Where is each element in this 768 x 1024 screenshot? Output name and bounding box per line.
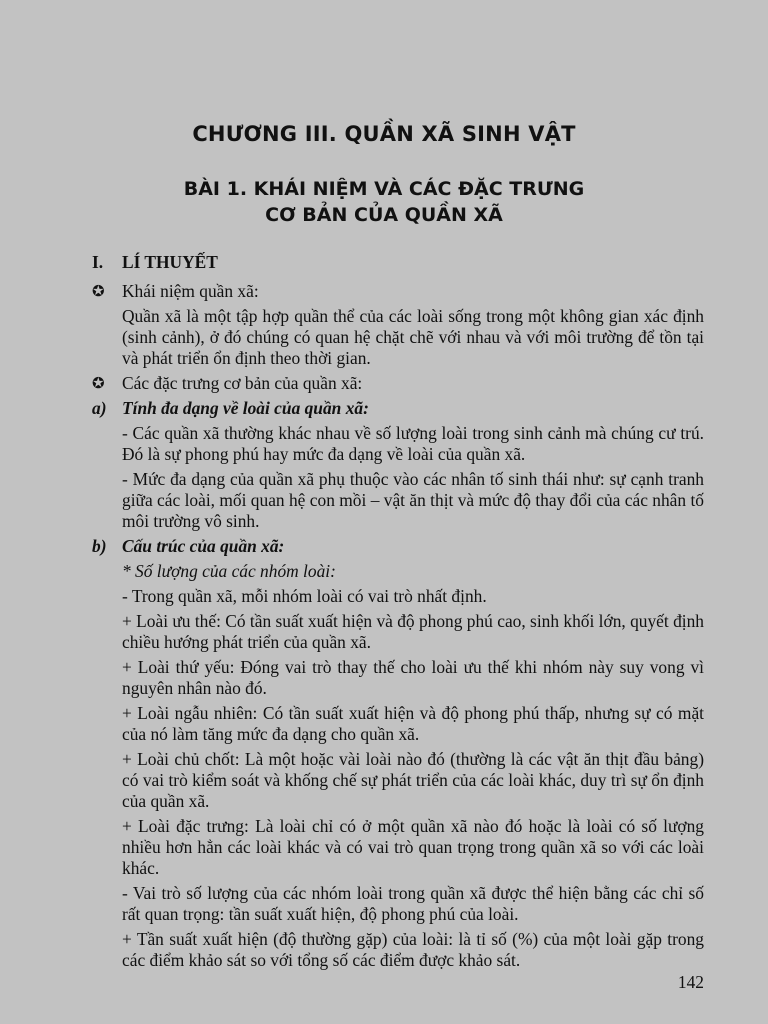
paragraph-a1: - Các quần xã thường khác nhau về số lượng loài trong sinh cảnh mà chúng cư trú. Đó là sự phong phú hay mức đa dạng về loài của quần xã. (122, 423, 704, 464)
subsection-a-heading (92, 398, 704, 419)
paragraph-b5: + Loài chủ chốt: Là một hoặc vài loài nào đó (thường là các vật ăn thịt đầu bảng) có vai trò kiểm soát và khống chế sự phát triển của các loài khác, duy trì sự ổn định của quần xã. (122, 749, 704, 811)
lesson-title-line-1: BÀI 1. KHÁI NIỆM VÀ CÁC ĐẶC TRƯNG (183, 178, 585, 200)
paragraph-b4: + Loài ngẫu nhiên: Có tần suất xuất hiện và độ phong phú thấp, nhưng sự có mặt của nó làm tăng mức đa dạng cho quần xã. (122, 703, 704, 744)
page-number: 142 (677, 972, 704, 992)
star-bullet-icon: ✪ (92, 374, 105, 392)
subsection-a-title: Tính đa dạng về loài của quần xã: (122, 398, 369, 418)
paragraph-b8: + Tần suất xuất hiện (độ thường gặp) của loài: là tỉ số (%) của một loài gặp trong các điểm khảo sát so với tổng số các điểm được khảo sát. (122, 929, 704, 970)
features-heading: Các đặc trưng cơ bản của quần xã: (122, 373, 363, 393)
b-subheading: * Số lượng của các nhóm loài: (122, 561, 336, 581)
star-bullet-icon: ✪ (92, 282, 105, 300)
paragraph-b6: + Loài đặc trưng: Là loài chỉ có ở một quần xã nào đó hoặc là loài có số lượng nhiều hơn hẳn các loài khác và có vai trò quan trọng trong quần xã so với các loài khác. (122, 816, 704, 878)
section-title: LÍ THUYẾT (122, 252, 218, 272)
subsection-a-marker: a) (92, 398, 107, 418)
subsection-b-heading (92, 536, 704, 557)
chapter-title: CHƯƠNG III. QUẦN XÃ SINH VẬT (192, 122, 576, 146)
concept-heading: Khái niệm quần xã: (122, 281, 259, 301)
paragraph-a2: - Mức đa dạng của quần xã phụ thuộc vào các nhân tố sinh thái như: sự cạnh tranh giữa các loài, mối quan hệ con mồi – vật ăn thịt và mức độ thay đổi của các nhân tố môi trường vô sinh. (122, 469, 704, 531)
lesson-title-line-2: CƠ BẢN CỦA QUẦN XÃ (265, 204, 503, 226)
lesson-title (0, 176, 768, 228)
bullet-features (92, 373, 704, 394)
bullet-concept (92, 281, 704, 302)
content-body (92, 252, 704, 975)
subsection-b-title: Cấu trúc của quần xã: (122, 536, 285, 556)
concept-paragraph: Quần xã là một tập hợp quần thể của các loài sống trong một không gian xác định (sinh cảnh), ở đó chúng có quan hệ chặt chẽ với nhau và với môi trường để tồn tại và phát triển ổn định theo thời gian. (122, 306, 704, 368)
paragraph-b2: + Loài ưu thế: Có tần suất xuất hiện và độ phong phú cao, sinh khối lớn, quyết định chiều hướng phát triển của quần xã. (122, 611, 704, 652)
section-heading-theory (92, 252, 704, 273)
subsection-b-marker: b) (92, 536, 107, 556)
section-marker: I. (92, 252, 104, 272)
paragraph-b7: - Vai trò số lượng của các nhóm loài trong quần xã được thể hiện bằng các chỉ số rất quan trọng: tần suất xuất hiện, độ phong phú của loài. (122, 883, 704, 924)
paragraph-b1: - Trong quần xã, mỗi nhóm loài có vai trò nhất định. (122, 586, 487, 606)
paragraph-b3: + Loài thứ yếu: Đóng vai trò thay thế cho loài ưu thế khi nhóm này suy vong vì nguyên nhân nào đó. (122, 657, 704, 698)
